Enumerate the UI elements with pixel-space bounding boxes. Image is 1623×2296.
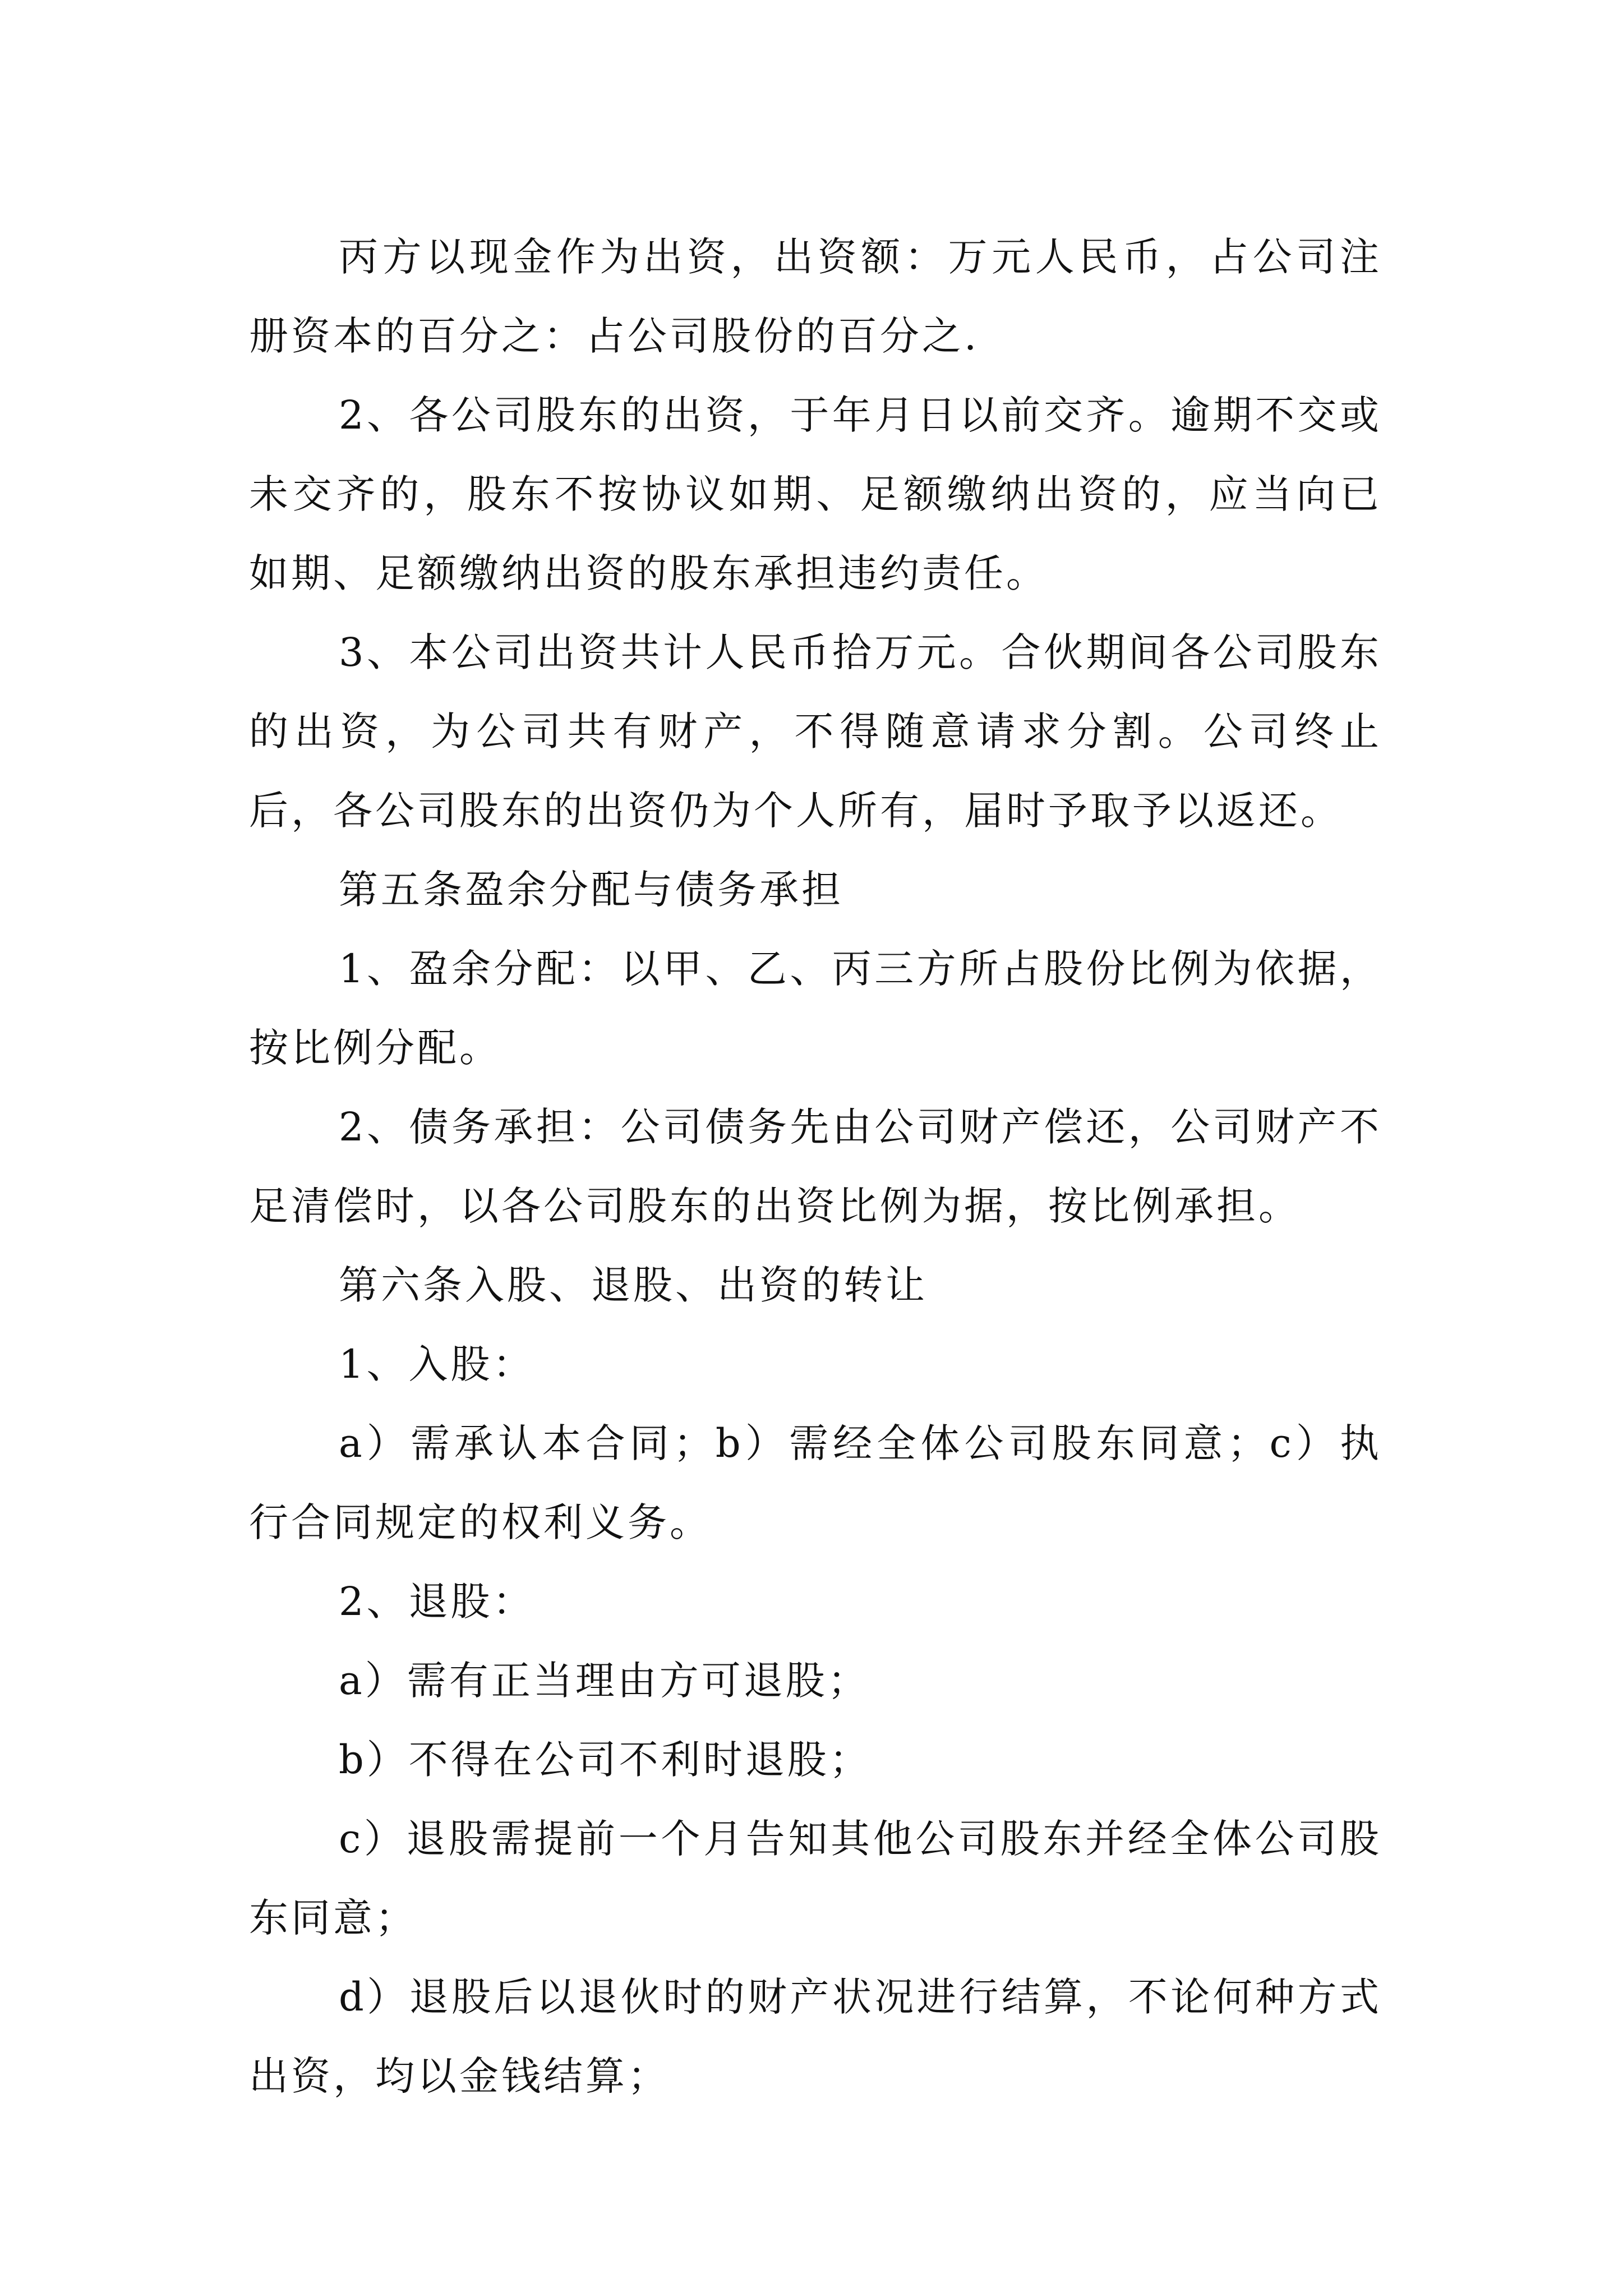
paragraph-joining-title: 1、入股： bbox=[339, 1341, 535, 1387]
paragraph-joining-conditions: a）需承认本合同；b）需经全体公司股东同意；c）执行合同规定的权利义务。 bbox=[249, 1420, 1382, 1545]
paragraph-withdrawal-c: c）退股需提前一个月告知其他公司股东并经全体公司股东同意； bbox=[249, 1816, 1382, 1941]
paragraph-contribution-deadline: 2、各公司股东的出资，于年月日以前交齐。逾期不交或未交齐的，股东不按协议如期、足额缴纳出资的，应当向已如期、足额缴纳出资的股东承担违约责任。 bbox=[249, 392, 1382, 596]
paragraph-withdrawal-b: b）不得在公司不利时退股； bbox=[339, 1737, 872, 1783]
paragraph-cash-contribution: 丙方以现金作为出资，出资额：万元人民币，占公司注册资本的百分之：占公司股份的百分之. bbox=[249, 234, 1382, 359]
document-body bbox=[249, 218, 1382, 2116]
paragraph-debt-bearing: 2、债务承担：公司债务先由公司财产偿还，公司财产不足清偿时，以各公司股东的出资比例为据，按比例承担。 bbox=[249, 1104, 1382, 1229]
paragraph-total-contribution: 3、本公司出资共计人民币拾万元。合伙期间各公司股东的出资，为公司共有财产，不得随意请求分割。公司终止后，各公司股东的出资仍为个人所有，届时予取予以返还。 bbox=[249, 629, 1382, 834]
section-heading-article-6: 第六条入股、退股、出资的转让 bbox=[339, 1262, 928, 1308]
paragraph-profit-distribution: 1、盈余分配：以甲、乙、丙三方所占股份比例为依据，按比例分配。 bbox=[249, 946, 1382, 1071]
section-heading-article-5: 第五条盈余分配与债务承担 bbox=[339, 867, 843, 913]
paragraph-withdrawal-a: a）需有正当理由方可退股； bbox=[339, 1658, 870, 1704]
paragraph-withdrawal-title: 2、退股： bbox=[339, 1579, 535, 1625]
paragraph-withdrawal-d: d）退股后以退伙时的财产状况进行结算，不论何种方式出资，均以金钱结算； bbox=[249, 1974, 1382, 2099]
